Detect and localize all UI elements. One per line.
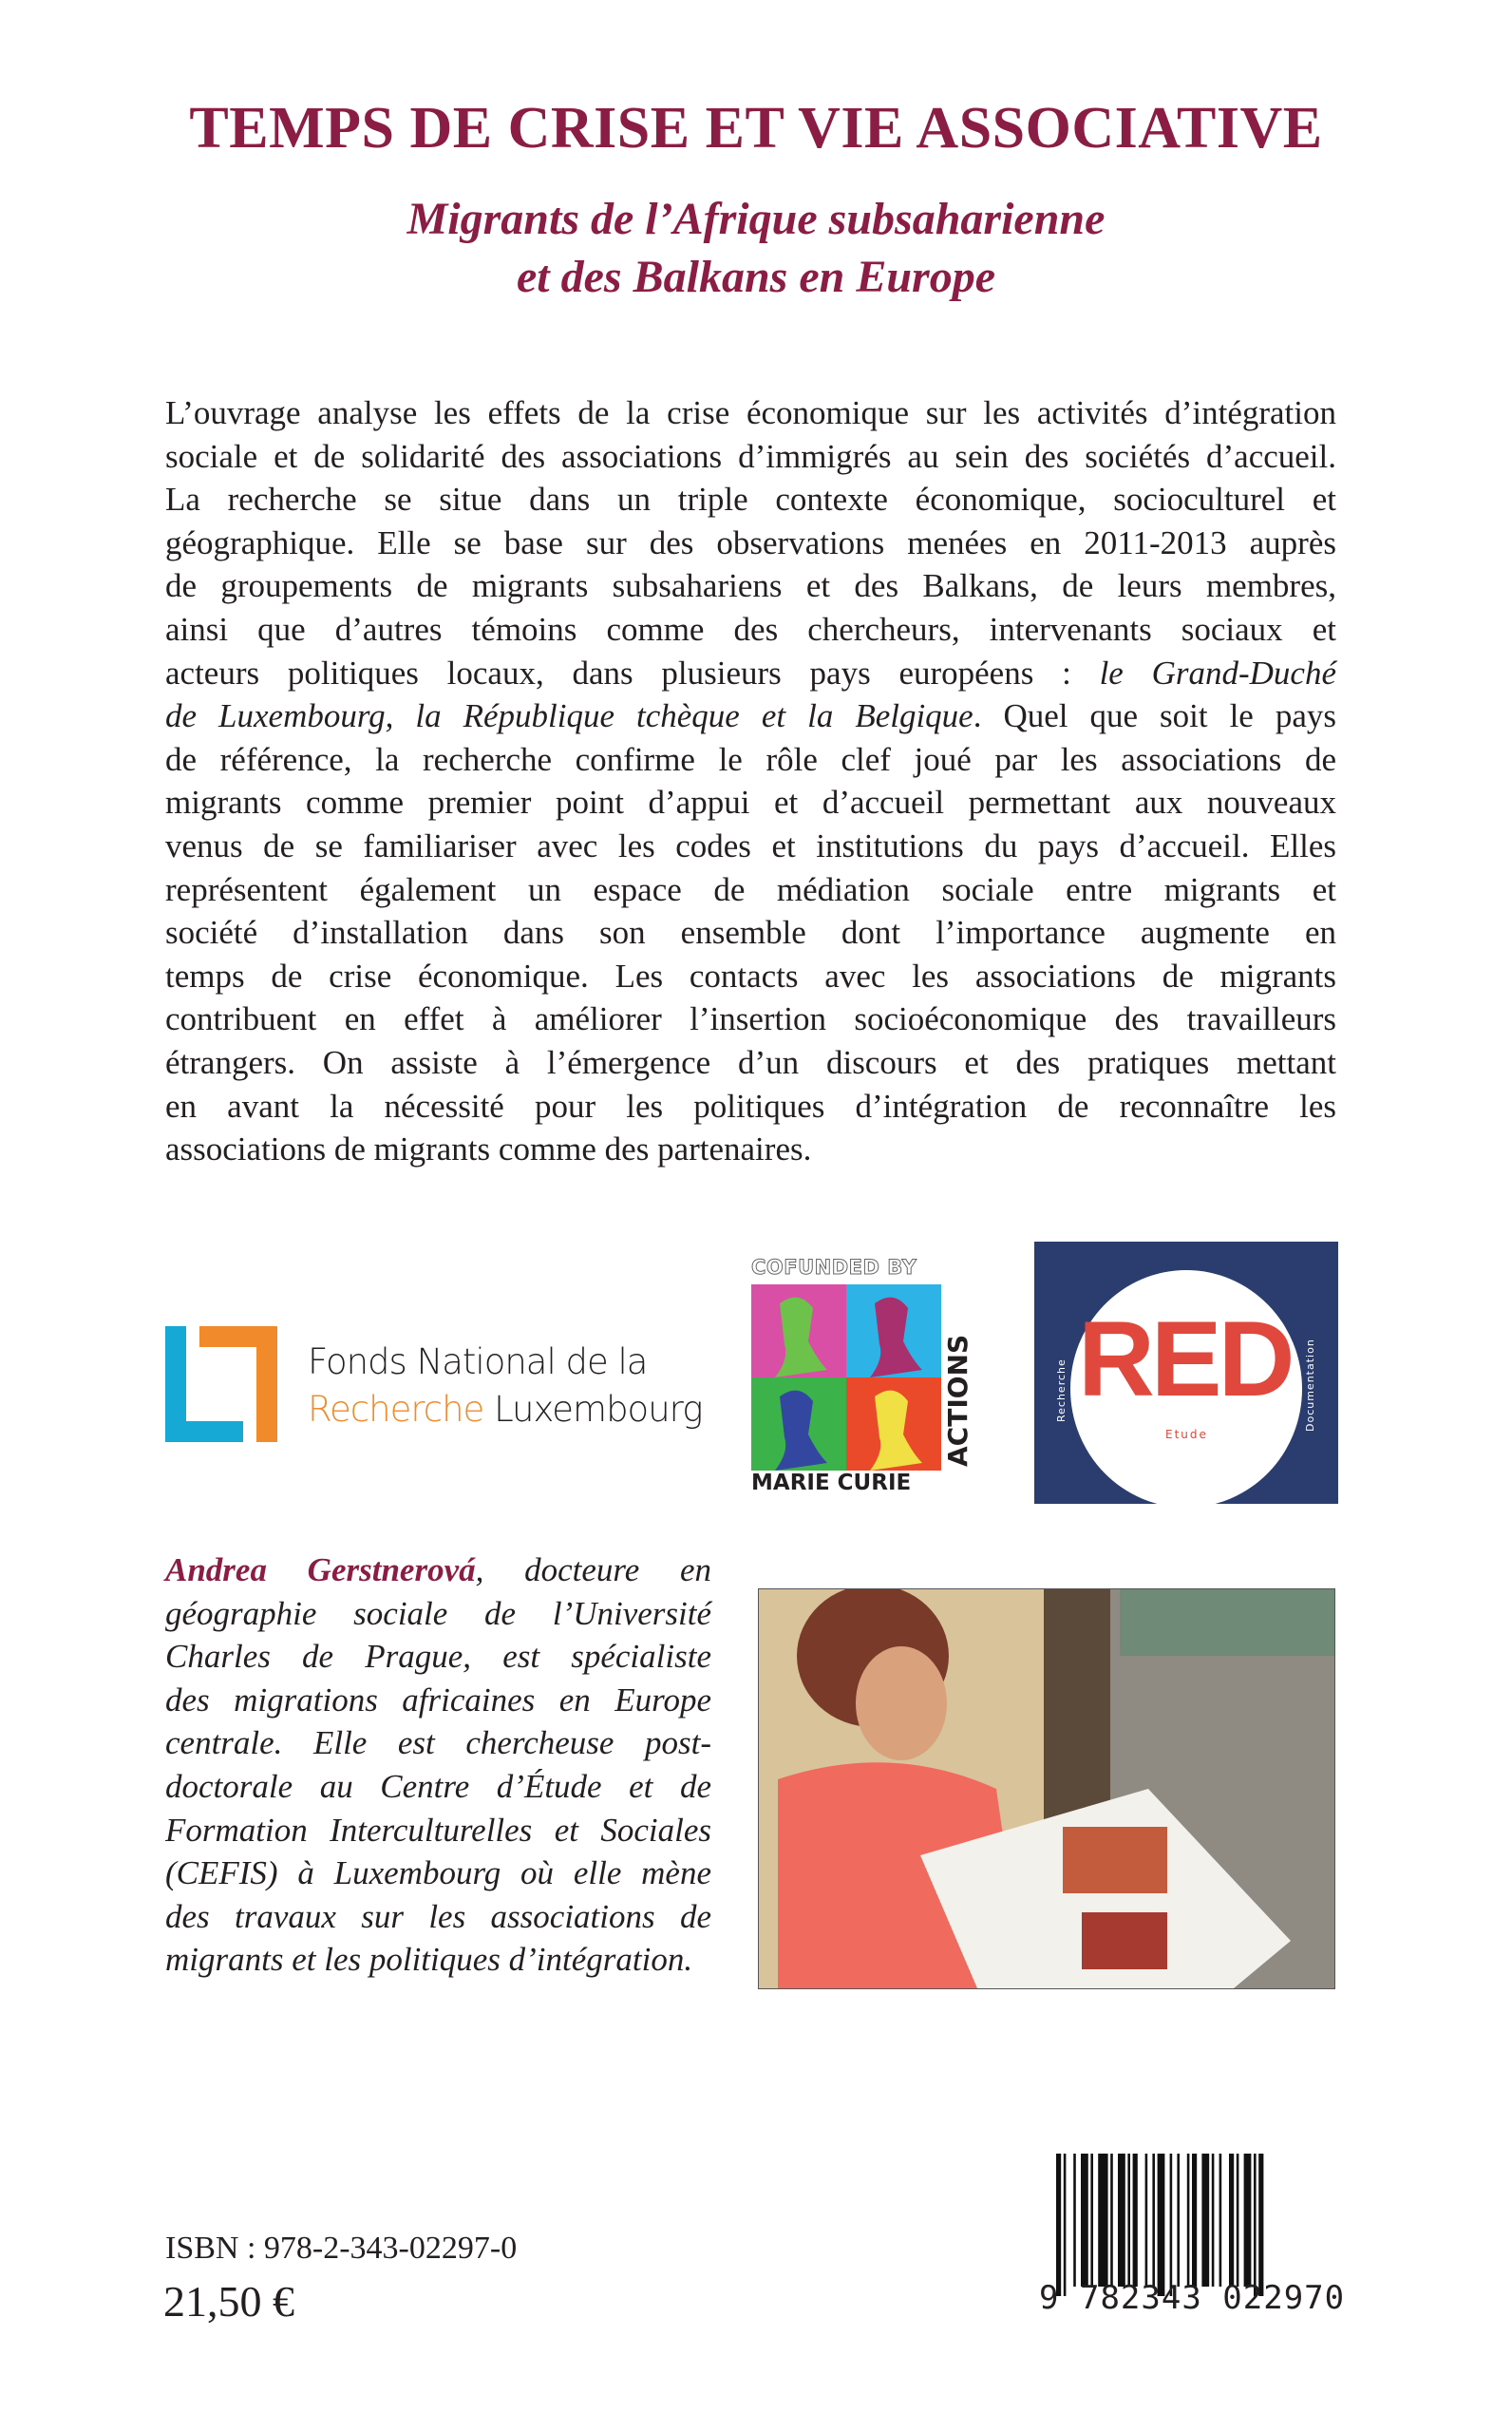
isbn: ISBN : 978-2-343-02297-0 (165, 2231, 518, 2266)
summary-line (165, 478, 1336, 522)
actions-label: ACTIONS (942, 1334, 973, 1467)
barcode-bar (1229, 2154, 1234, 2287)
summary-text: étrangers. On assiste à l’émergence d’un discours et des pratiques mettant (165, 1043, 1336, 1081)
author-bio-line: des migrations africaines en Europe (165, 1681, 711, 1719)
summary-text: temps de crise économique. Les contacts avec les associations de migrants (165, 957, 1336, 995)
barcode-digits (1039, 2279, 1345, 2317)
summary-line (165, 608, 1336, 652)
summary-line (165, 955, 1336, 998)
summary-text: venus de se familiariser avec les codes et institutions du pays d’accueil. Elles (165, 826, 1336, 864)
barcode-bar (1073, 2154, 1076, 2287)
summary-text: contribuent en effet à améliorer l’insertion socioéconomique des travailleurs (165, 1000, 1336, 1038)
fnr-recherche: Recherche (308, 1389, 484, 1430)
barcode-bar (1081, 2154, 1088, 2287)
barcode-bar (1118, 2154, 1125, 2287)
barcode-bar (1158, 2154, 1165, 2296)
author-bio-line: des travaux sur les associations de (165, 1897, 711, 1935)
barcode-bar (1187, 2154, 1190, 2287)
barcode-bar (1212, 2154, 1215, 2287)
author-bio-line: géographie sociale de l’Université (165, 1594, 711, 1632)
red-etude: Etude (1165, 1428, 1208, 1441)
fnr-logo (165, 1326, 735, 1442)
summary-text: en avant la nécessité pour les politiques d’intégration de reconnaître les (165, 1087, 1336, 1125)
red-documentation: Documentation (1304, 1339, 1316, 1432)
summary-line (165, 1085, 1336, 1129)
author-bio-text: , docteure en (475, 1551, 711, 1588)
summary-paragraph (165, 391, 1336, 1171)
author-photo (758, 1588, 1335, 1989)
barcode-bar (1152, 2154, 1155, 2287)
barcode-bar (1098, 2154, 1107, 2287)
barcode-bar (1110, 2154, 1113, 2287)
summary-text: ainsi que d’autres témoins comme des chercheurs, intervenants sociaux et (165, 610, 1336, 648)
author-bio-line: doctorale au Centre d’Étude et de (165, 1767, 711, 1805)
barcode-bar (1170, 2154, 1173, 2296)
barcode-bar (1192, 2154, 1197, 2287)
author-bio (165, 1548, 711, 1982)
red-wordmark: RED (1078, 1300, 1292, 1418)
fnr-luxembourg: Luxembourg (483, 1389, 703, 1430)
author-name: Andrea Gerstnerová (165, 1551, 476, 1588)
summary-text: acteurs politiques locaux, dans plusieurs pays européens : (165, 654, 1100, 692)
barcode-bar (1145, 2154, 1148, 2287)
author-photo-image (759, 1589, 1334, 1988)
summary-line (165, 652, 1336, 695)
barcode-bars-icon (1043, 2154, 1337, 2296)
summary-line (165, 522, 1336, 565)
barcode-bar (1237, 2154, 1239, 2287)
fnr-mark-icon (165, 1326, 281, 1442)
summary-text: société d’installation dans son ensemble dont l’importance augmente en (165, 914, 1336, 952)
barcode-bar (1201, 2154, 1209, 2287)
barcode-bar (1090, 2154, 1093, 2287)
summary-text: le Grand-Duché (1099, 654, 1336, 692)
summary-text: . Quel que soit le pays (973, 697, 1336, 735)
summary-line (165, 391, 1336, 435)
summary-text: sociale et de solidarité des associations d’immigrés au sein des sociétés d’accueil. (165, 437, 1336, 475)
summary-line (165, 694, 1336, 738)
summary-line (165, 868, 1336, 912)
barcode-bar (1219, 2154, 1222, 2287)
marie-curie-logo (751, 1256, 979, 1495)
summary-line (165, 738, 1336, 782)
summary-line (165, 997, 1336, 1041)
summary-line (165, 1041, 1336, 1085)
summary-line (165, 781, 1336, 825)
price: 21,50 € (163, 2277, 294, 2326)
subtitle-line-1: Migrants de l’Afrique subsaharienne (406, 194, 1106, 244)
summary-line (165, 564, 1336, 608)
summary-text: migrants comme premier point d’appui et d’accueil permettant aux nouveaux (165, 784, 1336, 822)
cofunded-label: COFUNDED BY (751, 1256, 917, 1279)
barcode-bar (1127, 2154, 1130, 2287)
marie-curie-label: MARIE CURIE (751, 1471, 912, 1495)
barcode (1039, 2154, 1346, 2325)
summary-text: géographique. Elle se base sur des observations menées en 2011-2013 auprès (165, 523, 1336, 561)
author-bio-line: Charles de Prague, est spécialiste (165, 1638, 711, 1676)
red-logo (1034, 1242, 1338, 1504)
barcode-bar (1244, 2154, 1252, 2287)
barcode-bar (1133, 2154, 1138, 2287)
barcode-bar (1177, 2154, 1180, 2287)
fnr-line-1: Fonds National de la (308, 1341, 648, 1382)
author-bio-line: Formation Interculturelles et Sociales (165, 1811, 711, 1849)
fnr-line-2 (308, 1389, 702, 1430)
summary-text: de groupements de migrants subsahariens et des Balkans, de leurs membres, (165, 567, 1336, 605)
summary-line (165, 1128, 1336, 1171)
subtitle-line-2: et des Balkans en Europe (516, 252, 996, 302)
author-bio-line (165, 1548, 711, 1592)
barcode-bar (1254, 2154, 1257, 2296)
author-bio-line: (CEFIS) à Luxembourg où elle mène (165, 1854, 711, 1892)
barcode-digit-first: 9 (1039, 2279, 1060, 2317)
summary-text: de Luxembourg, la République tchèque et la Belgique (165, 697, 973, 735)
summary-text: associations de migrants comme des partenaires. (165, 1130, 812, 1168)
summary-text: de référence, la recherche confirme le rôle clef joué par les associations de (165, 740, 1336, 778)
summary-text: La recherche se situe dans un triple contexte économique, socioculturel et (165, 481, 1336, 519)
barcode-bar (1064, 2154, 1067, 2296)
portrait-grid-icon (751, 1284, 941, 1471)
book-title: TEMPS DE CRISE ET VIE ASSOCIATIVE (189, 96, 1323, 161)
barcode-bar (1258, 2154, 1263, 2296)
summary-line (165, 825, 1336, 868)
barcode-digits-right: 022970 (1222, 2279, 1346, 2317)
summary-text: L’ouvrage analyse les effets de la crise économique sur les activités d’intégration (165, 394, 1336, 431)
barcode-bar (1056, 2154, 1061, 2296)
author-bio-line: migrants et les politiques d’intégration. (165, 1941, 693, 1979)
summary-text: représentent également un espace de médiation sociale entre migrants et (165, 870, 1336, 908)
summary-line (165, 435, 1336, 479)
red-recherche: Recherche (1055, 1358, 1068, 1422)
summary-line (165, 911, 1336, 955)
barcode-digits-left: 782343 (1079, 2279, 1202, 2317)
author-bio-line: centrale. Elle est chercheuse post- (165, 1724, 711, 1762)
